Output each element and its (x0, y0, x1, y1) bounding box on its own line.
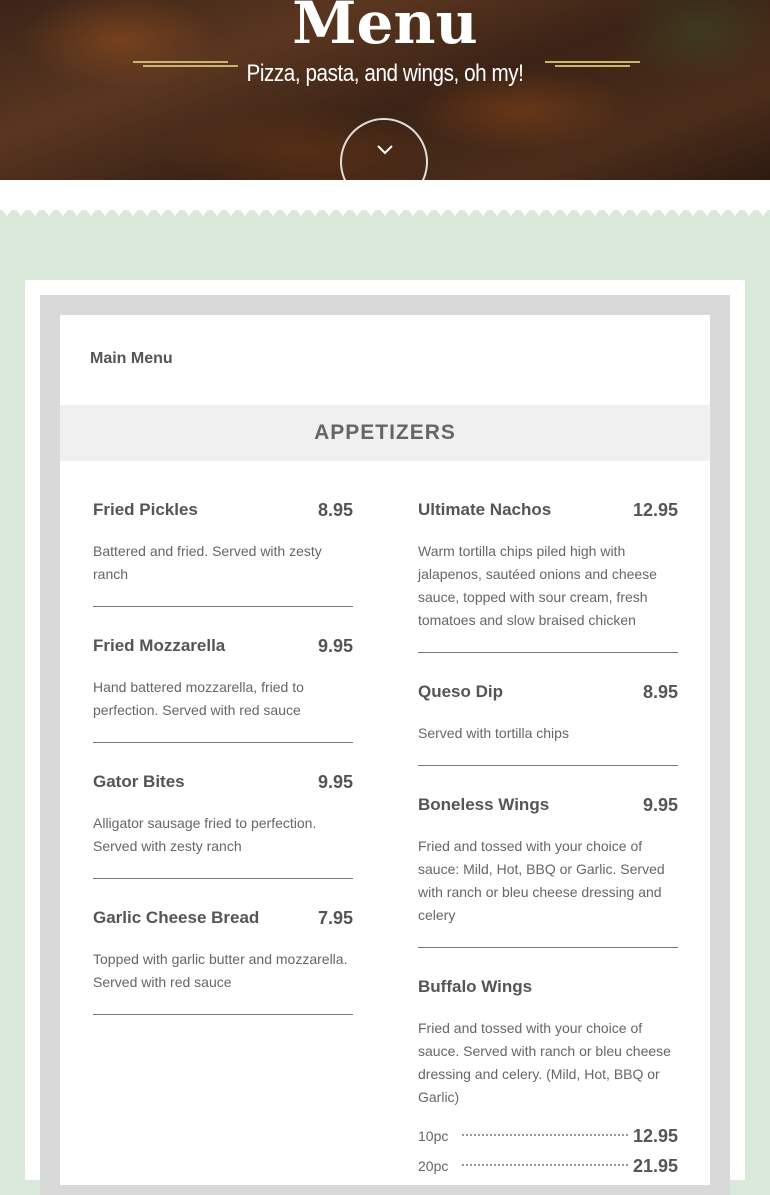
item-name: Queso Dip (418, 682, 504, 701)
item-description: Fried and tossed with your choice of sauce: Mild, Hot, BBQ or Garlic. Served with ranch or bleu cheese dressing and celery (418, 838, 665, 923)
item-description: Served with tortilla chips (418, 725, 569, 741)
item-name: Garlic Cheese Bread (93, 908, 260, 927)
dot-leader (462, 1164, 628, 1166)
item-name: Fried Mozzarella (93, 636, 226, 655)
item-price: 9.95 (317, 636, 353, 656)
item-description: Battered and fried. Served with zesty ranch (93, 543, 322, 582)
menu-item (93, 908, 353, 1015)
size-option (418, 1126, 678, 1148)
item-price: 7.95 (317, 908, 353, 928)
page-subtitle: Pizza, pasta, and wings, oh my! (246, 60, 524, 87)
menu-item (93, 500, 353, 607)
dot-leader (462, 1134, 628, 1136)
tab-main-menu[interactable]: Main Menu (90, 350, 173, 367)
item-description: Warm tortilla chips piled high with jalapenos, sautéed onions and cheese sauce, topped with sour cream, fresh tomatoes and slow braised chicken (418, 543, 657, 628)
section-divider (0, 180, 770, 210)
scroll-down-button[interactable] (340, 118, 428, 180)
item-description: Hand battered mozzarella, fried to perfection. Served with red sauce (93, 679, 304, 718)
item-description: Topped with garlic butter and mozzarella. Served with red sauce (93, 951, 348, 990)
size-price: 21.95 (632, 1156, 678, 1176)
item-name: Boneless Wings (418, 795, 550, 814)
size-price: 12.95 (632, 1126, 678, 1146)
item-description: Fried and tossed with your choice of sauce. Served with ranch or bleu cheese dressing and celery. (Mild, Hot, BBQ or Garlic) (418, 1020, 671, 1105)
item-price: 12.95 (632, 500, 678, 520)
menu-item (418, 795, 678, 948)
size-option (418, 1156, 678, 1178)
zigzag-border (0, 207, 770, 219)
menu-item (418, 977, 678, 1107)
item-name: Gator Bites (93, 772, 185, 791)
item-name: Buffalo Wings (418, 977, 533, 996)
item-price: 8.95 (642, 682, 678, 702)
menu-item (418, 500, 678, 653)
section-title: APPETIZERS (314, 421, 456, 444)
size-label: 20pc (418, 1158, 449, 1174)
size-label: 10pc (418, 1128, 449, 1144)
item-price: 9.95 (642, 795, 678, 815)
menu-item (93, 636, 353, 743)
item-name: Fried Pickles (93, 500, 198, 519)
item-name: Ultimate Nachos (418, 500, 552, 519)
item-description: Alligator sausage fried to perfection. Served with zesty ranch (93, 815, 317, 854)
page-title: Menu (292, 0, 478, 57)
menu-item (418, 682, 678, 766)
section-header (60, 405, 710, 461)
menu-item (93, 772, 353, 879)
chevron-down-icon (376, 144, 394, 156)
hero-banner (0, 0, 770, 180)
item-price: 9.95 (317, 772, 353, 792)
item-price: 8.95 (317, 500, 353, 520)
